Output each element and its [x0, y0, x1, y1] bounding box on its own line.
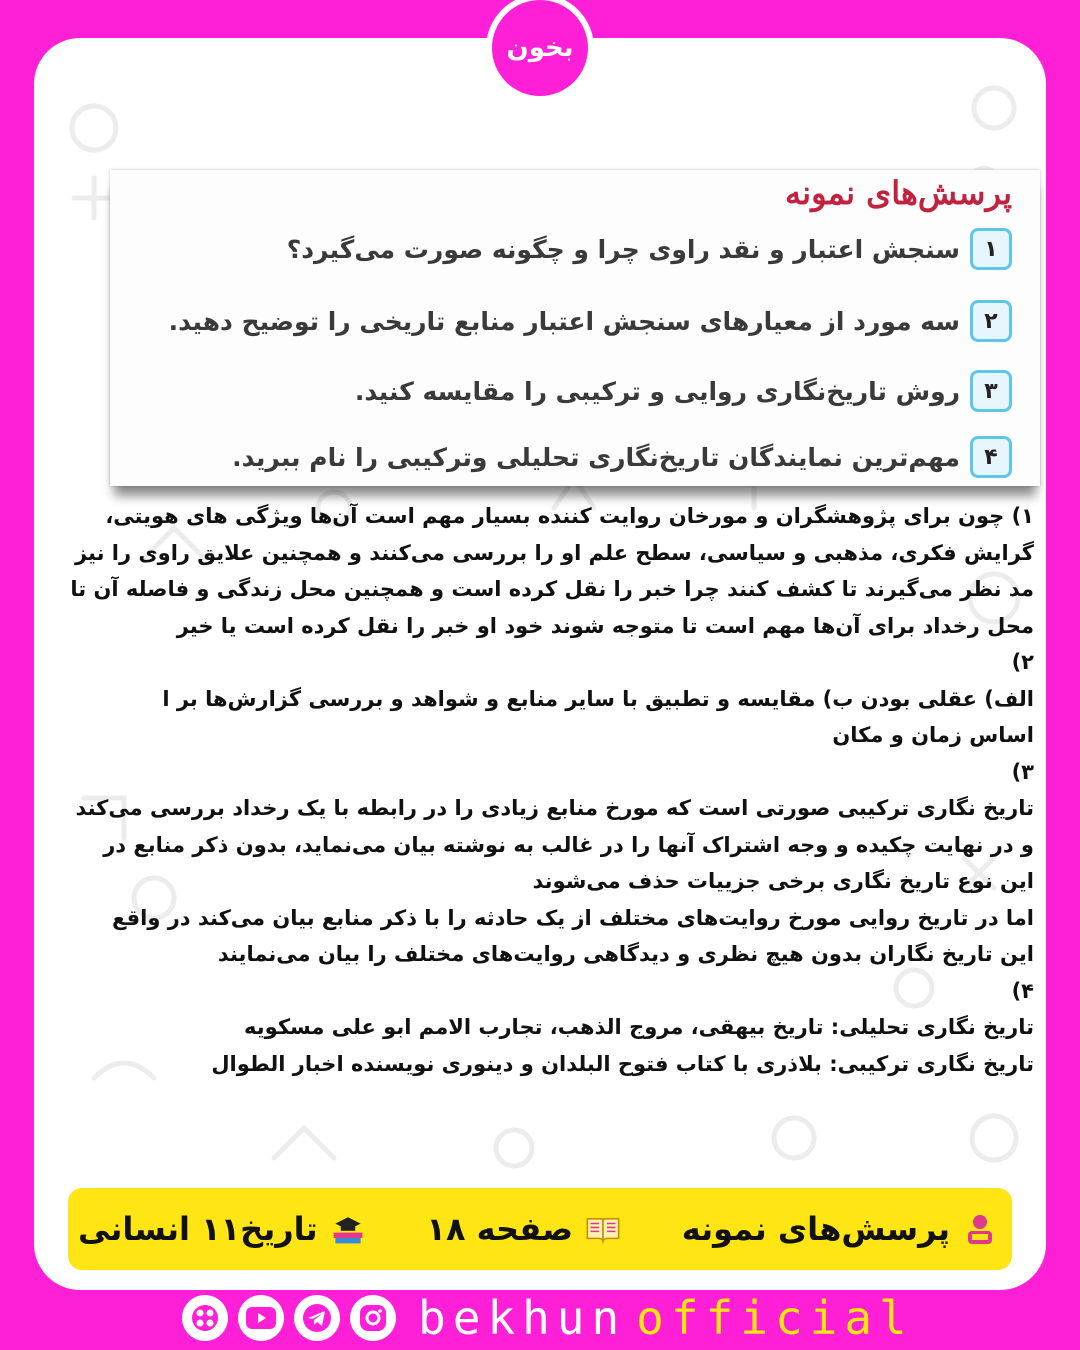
question-number-badge: ۳ [970, 370, 1012, 412]
pen-book-logo-icon: بخون [506, 33, 574, 63]
brand-handle-part1[interactable]: bekhun [418, 1291, 627, 1345]
answer-line: این نوع تاریخ نگاری برخی جزییات حذف می‌شوند [532, 869, 1034, 893]
graduation-books-icon [330, 1211, 366, 1247]
question-item [130, 368, 1012, 414]
answer-line: الف) عقلی بودن ب) مقایسه و تطبیق با سایر منابع و شواهد و بررسی گزارش‌ها بر ا [162, 686, 1034, 711]
answer-line: مد نظر می‌گیرند تا کشف کنند چرا خبر را نقل کرده است و همچنین محل زندگی و فاصله آن تا [70, 577, 1034, 601]
aparat-icon[interactable] [182, 1295, 228, 1341]
answer-line: تاریخ نگاری تحلیلی: تاریخ بیهقی، مروج الذهب، تجارب الامم ابو علی مسکویه [244, 1015, 1034, 1039]
answer-text [40, 498, 1034, 1082]
question-text: روش تاریخ‌نگاری روایی و ترکیبی را مقایسه کنید. [354, 376, 960, 406]
question-number-badge: ۴ [970, 436, 1012, 478]
answer-line: اما در تاریخ روایی مورخ روایت‌های مختلف از یک حادثه را با ذکر منابع بیان می‌کند در واقع [112, 905, 1034, 930]
brand-handle-part2[interactable]: official [636, 1291, 914, 1345]
page-label: صفحه ۱۸ [426, 1210, 621, 1248]
answer-line: تاریخ نگاری ترکیبی صورتی است که مورخ منابع زیادی را در رابطه با یک رخداد بررسی می‌کند [75, 796, 1034, 820]
question-item [130, 226, 1012, 272]
answer-line: ۲) [1011, 650, 1034, 674]
answer-line: محل رخداد برای آن‌ها مهم است تا متوجه شوند خود او خبر را نقل کرده است یا خیر [176, 613, 1034, 638]
info-bar [68, 1188, 1012, 1270]
instagram-icon[interactable] [350, 1295, 396, 1341]
answer-line: گرایش فکری، مذهبی و سیاسی، سطح علم او را بررسی می‌کنند و همچنین علایق راوی را نیز [74, 540, 1034, 565]
question-box-title: پرسش‌های نمونه [785, 174, 1012, 212]
question-item [130, 434, 1012, 480]
answer-line: اساس زمان و مکان [832, 723, 1034, 747]
bekhun-logo[interactable] [492, 0, 588, 96]
topic-label: پرسش‌های نمونه [682, 1210, 998, 1248]
answer-line: ۴) [1011, 978, 1034, 1003]
question-item [130, 298, 1012, 344]
social-footer [182, 1290, 914, 1346]
question-number-badge: ۱ [970, 228, 1012, 270]
question-text: سنجش اعتبار و نقد راوی چرا و چگونه صورت می‌گیرد؟ [286, 234, 960, 264]
answer-line: و در نهایت چکیده و وجه اشتراک آنها را در غالب به نوشته بیان می‌نماید، بدون ذکر منابع در [103, 832, 1034, 857]
answer-line: تاریخ نگاری ترکیبی: بلاذری با کتاب فتوح البلدان و دینوری نویسنده اخبار الطوال [211, 1051, 1034, 1076]
teacher-icon [962, 1211, 998, 1247]
textbook-question-box [110, 170, 1040, 486]
question-number-badge: ۲ [970, 300, 1012, 342]
question-text: مهم‌ترین نمایندگان تاریخ‌نگاری تحلیلی وترکیبی را نام ببرید. [232, 442, 960, 472]
telegram-icon[interactable] [294, 1295, 340, 1341]
answer-line: ۳) [1011, 759, 1034, 784]
open-book-icon [585, 1211, 621, 1247]
course-label: تاریخ۱۱ انسانی [78, 1210, 366, 1248]
answer-line: این تاریخ نگاران بدون هیچ نظری و دیدگاهی روایت‌های مختلف را بیان می‌نمایند [217, 942, 1034, 966]
youtube-icon[interactable] [238, 1295, 284, 1341]
answer-line: ۱) چون برای پژوهشگران و مورخان روایت کننده بسیار مهم است آن‌ها ویژگی های هویتی، [105, 504, 1034, 528]
question-text: سه مورد از معیارهای سنجش اعتبار منابع تاریخی را توضیح دهید. [168, 306, 960, 336]
